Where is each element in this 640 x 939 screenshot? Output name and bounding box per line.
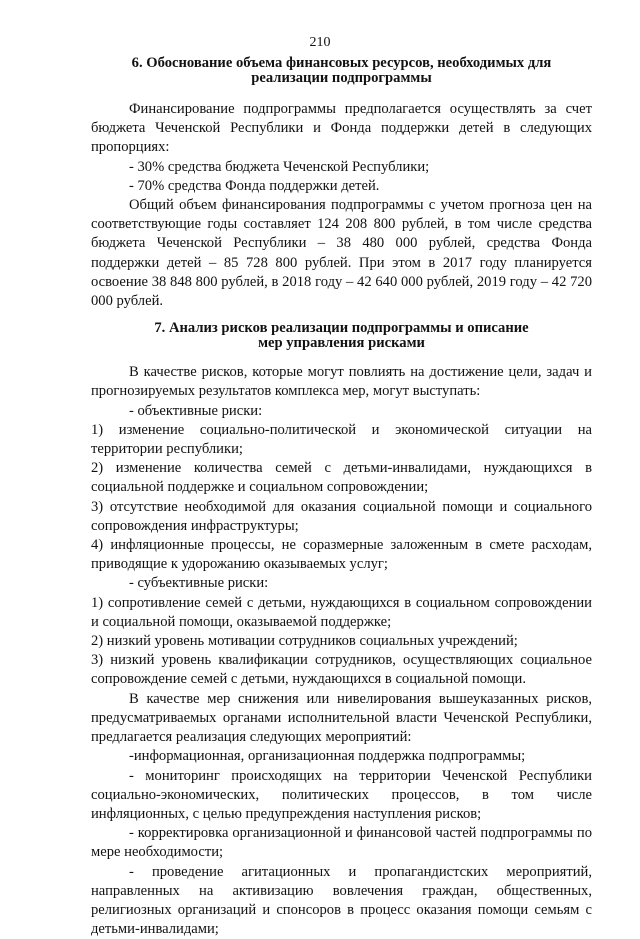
section-6-list-item: - 30% средства бюджета Чеченской Республики;: [129, 158, 430, 175]
section-7-paragraph: В качестве мер снижения или нивелирования вышеуказанных рисков, предусматриваемых органами исполнительной власти Чеченской Республики, предлагается реализация следующих мероприятий:: [91, 690, 592, 746]
page-content: [91, 56, 592, 939]
section-7-list-item: 3) низкий уровень квалификации сотрудников, осуществляющих социальное сопровождение семей с детьми, нуждающихся в социальной помощи.: [91, 652, 592, 688]
section-7-list-item: 1) сопротивление семей с детьми, нуждающихся в социальном сопровождении и социальной помощи, оказываемой поддержке;: [91, 594, 592, 630]
section-7-subheading: - объективные риски:: [129, 402, 263, 419]
section-6-paragraph: Общий объем финансирования подпрограммы с учетом прогноза цен на соответствующие годы составляет 124 208 800 рублей, в том числе средства бюджета Чеченской Республики – 38 480 000 рублей, средства Фонда поддержки детей – 85 728 800 рублей. При этом в 2017 году планируется освоение 38 848 800 рублей, в 2018 году – 42 640 000 рублей, 2019 году – 42 720 000 рублей.: [91, 197, 592, 310]
section-7-list-item: 2) изменение количества семей с детьми-инвалидами, нуждающихся в социальной поддержке и социальном сопровождении;: [91, 460, 592, 496]
section-7-heading-line2: мер управления рисками: [258, 335, 425, 352]
page-number: 210: [309, 35, 331, 50]
section-7-heading: [91, 321, 592, 351]
section-7-list-item: - проведение агитационных и пропагандистских мероприятий, направленных на активизацию вовлечения граждан, общественных, религиозных организаций и спонсоров в процесс оказания помощи семьям с детьми-инвалидами;: [91, 863, 592, 938]
section-6-list-item: - 70% средства Фонда поддержки детей.: [129, 177, 380, 194]
section-7-heading-line1: 7. Анализ рисков реализации подпрограммы и описание: [154, 320, 529, 337]
section-7-list-item: - корректировка организационной и финансовой частей подпрограммы по мере необходимости;: [91, 825, 592, 861]
section-7-subheading: - субъективные риски:: [129, 575, 269, 592]
section-7-list-item: -информационная, организационная поддержка подпрограммы;: [129, 748, 526, 765]
section-7-paragraph: В качестве рисков, которые могут повлиять на достижение цели, задач и прогнозируемых результатов комплекса мер, могут выступать:: [91, 364, 592, 400]
section-7-list-item: 3) отсутствие необходимой для оказания социальной помощи и социального сопровождения инфраструктуры;: [91, 498, 592, 534]
section-7-list-item: 2) низкий уровень мотивации сотрудников социальных учреждений;: [91, 633, 518, 650]
section-6-heading-line2: реализации подпрограммы: [251, 70, 432, 86]
section-7-list-item: 1) изменение социально-политической и экономической ситуации на территории республики;: [91, 421, 592, 458]
section-6-heading: [91, 56, 592, 86]
section-7-list-item: - мониторинг происходящих на территории Чеченской Республики социально-экономических, политических процессов, в том числе инфляционных, с целью предупреждения наступления рисков;: [91, 767, 592, 822]
section-7-list-item: 4) инфляционные процессы, не соразмерные заложенным в смете расходам, приводящие к удорожанию оказываемых услуг;: [91, 537, 592, 573]
section-6-heading-line1: 6. Обоснование объема финансовых ресурсов, необходимых для: [131, 55, 552, 71]
section-6-paragraph: Финансирование подпрограммы предполагается осуществлять за счет бюджета Чеченской Республики и Фонда поддержки детей в следующих пропорциях:: [91, 101, 592, 156]
